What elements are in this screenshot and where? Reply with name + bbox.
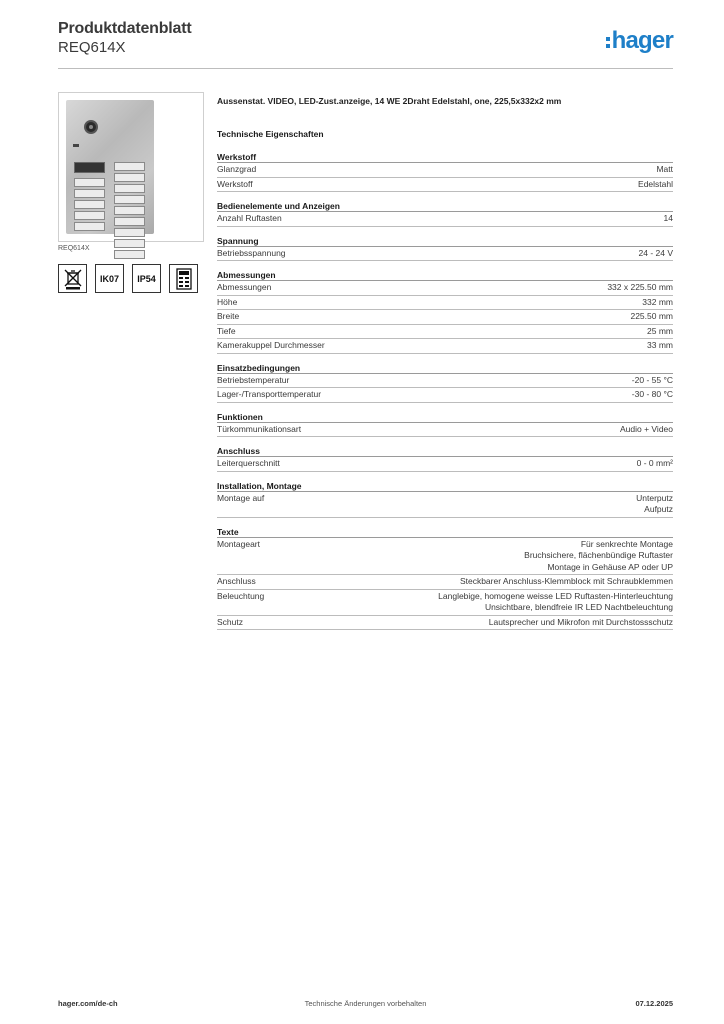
spec-row [217, 575, 673, 590]
call-button [114, 239, 145, 248]
spec-label: Werkstoff [217, 178, 253, 189]
spec-label: Montage auf [217, 492, 265, 503]
spec-section [217, 201, 673, 227]
call-button [114, 228, 145, 237]
spec-row [217, 492, 673, 518]
spec-value-line: 33 mm [647, 340, 673, 350]
section-title: Bedienelemente und Anzeigen [217, 201, 673, 212]
spec-value [642, 297, 673, 309]
spec-label: Leiterquerschnitt [217, 458, 280, 468]
spec-section [217, 412, 673, 438]
spec-label: Anschluss [217, 576, 256, 586]
spec-section [217, 363, 673, 403]
product-description: Aussenstat. VIDEO, LED-Zust.anzeige, 14 WE 2Draht Edelstahl, one, 225,5x332x2 mm [217, 96, 562, 106]
ik-rating-badge: IK07 [95, 264, 124, 293]
spec-value-line: 332 x 225.50 mm [607, 282, 673, 292]
spec-value-line: Unsichtbare, blendfreie IR LED Nachtbeleuchtung [484, 602, 673, 612]
spec-value-line: Montage in Gehäuse AP oder UP [547, 561, 673, 572]
section-title: Spannung [217, 236, 673, 247]
call-button [114, 206, 145, 215]
spec-value [639, 248, 674, 260]
weee-crossed-bin-icon [58, 264, 87, 293]
spec-label: Betriebstemperatur [217, 374, 290, 385]
header-divider [58, 68, 673, 69]
spec-label: Kamerakuppel Durchmesser [217, 340, 325, 350]
spec-value [620, 424, 673, 436]
spec-label: Abmessungen [217, 282, 272, 292]
spec-value-line: -30 - 80 °C [631, 389, 673, 399]
section-title: Abmessungen [217, 270, 673, 281]
spec-value-line: Matt [656, 164, 673, 174]
spec-row [217, 325, 673, 340]
call-button [114, 162, 145, 171]
spec-value-line: Langlebige, homogene weisse LED Ruftasten-Hinterleuchtung [438, 590, 673, 601]
section-title: Werkstoff [217, 152, 673, 163]
call-button [74, 222, 105, 231]
spec-label: Höhe [217, 296, 238, 307]
led-indicator [73, 144, 79, 147]
technical-properties-heading: Technische Eigenschaften [217, 129, 324, 139]
spec-row [217, 163, 673, 178]
call-button [114, 184, 145, 193]
spec-row [217, 388, 673, 403]
spec-label: Breite [217, 311, 240, 321]
door-station-panel [66, 100, 154, 234]
logo-text: hager [611, 27, 673, 54]
call-button [74, 178, 105, 187]
spec-value [656, 164, 673, 176]
spec-row [217, 247, 673, 262]
spec-label: Schutz [217, 616, 243, 627]
spec-value-line: Bruchsichere, flächenbündige Ruftaster [524, 550, 673, 560]
spec-value-line: Steckbarer Anschluss-Klemmblock mit Schraubklemmen [459, 576, 673, 586]
hager-logo [606, 28, 673, 54]
logo-dots-icon [606, 37, 610, 48]
spec-value [637, 458, 673, 470]
spec-value [607, 282, 673, 294]
intercom-panel-icon [169, 264, 198, 293]
spec-value [632, 375, 673, 387]
spec-value-line: Audio + Video [619, 423, 673, 434]
spec-row [217, 212, 673, 227]
call-button [74, 200, 105, 209]
section-title: Einsatzbedingungen [217, 363, 673, 374]
section-title: Funktionen [217, 412, 673, 423]
spec-row [217, 590, 673, 616]
call-button [114, 250, 145, 259]
document-title: Produktdatenblatt [58, 20, 192, 37]
spec-value-line: 225.50 mm [630, 311, 673, 321]
spec-value [438, 591, 673, 614]
camera-icon [84, 120, 98, 134]
call-button [74, 211, 105, 220]
spec-value [524, 539, 673, 574]
spec-row [217, 538, 673, 576]
spec-label: Beleuchtung [217, 590, 265, 601]
spec-value [632, 389, 673, 401]
call-button [114, 217, 145, 226]
product-code-title: REQ614X [58, 39, 126, 56]
spec-row [217, 339, 673, 354]
spec-section [217, 481, 673, 518]
spec-label: Türkommunikationsart [217, 423, 302, 434]
spec-label: Betriebsspannung [217, 247, 286, 258]
spec-label: Tiefe [217, 325, 236, 336]
spec-row [217, 296, 673, 311]
footer-website-link[interactable]: hager.com/de-ch [58, 999, 118, 1008]
spec-value [638, 179, 673, 191]
section-title: Installation, Montage [217, 481, 673, 492]
spec-value-line: Für senkrechte Montage [580, 538, 673, 549]
certification-badges [58, 264, 198, 293]
spec-content [217, 96, 673, 630]
call-button [114, 195, 145, 204]
spec-label: Glanzgrad [217, 164, 257, 174]
spec-value-line: 332 mm [642, 296, 673, 307]
product-image-caption: REQ614X [58, 245, 90, 252]
spec-label: Montageart [217, 538, 260, 549]
spec-label: Lager-/Transporttemperatur [217, 389, 322, 399]
spec-section [217, 446, 673, 472]
call-button [74, 189, 105, 198]
section-title: Texte [217, 527, 673, 538]
spec-row [217, 310, 673, 325]
spec-value [647, 326, 673, 338]
spec-row [217, 281, 673, 296]
spec-value [647, 340, 673, 352]
spec-value-line: Unterputz [636, 492, 673, 503]
spec-value-line: Edelstahl [638, 178, 673, 189]
spec-value [664, 213, 673, 225]
spec-row [217, 374, 673, 389]
spec-value-line: -20 - 55 °C [631, 374, 673, 385]
section-title: Anschluss [217, 446, 673, 457]
spec-value-line: Lautsprecher und Mikrofon mit Durchstossschutz [488, 616, 673, 627]
spec-section [217, 270, 673, 354]
spec-value [630, 311, 673, 323]
spec-section [217, 236, 673, 262]
spec-value [636, 493, 673, 516]
spec-section [217, 527, 673, 631]
footer-notice: Technische Änderungen vorbehalten [304, 999, 427, 1008]
spec-value-line: 25 mm [647, 325, 673, 336]
spec-value-line: 24 - 24 V [638, 247, 673, 258]
spec-section [217, 152, 673, 192]
spec-row [217, 423, 673, 438]
footer-date: 07.12.2025 [635, 999, 673, 1008]
product-image [58, 92, 204, 242]
spec-value-line: 0 - 0 mm² [636, 458, 673, 468]
spec-value [460, 576, 673, 588]
ip-rating-badge: IP54 [132, 264, 161, 293]
spec-value [489, 617, 673, 629]
call-button [114, 173, 145, 182]
spec-row [217, 457, 673, 472]
spec-row [217, 178, 673, 193]
spec-value-line: 14 [663, 213, 673, 223]
page-header [58, 20, 673, 70]
spec-row [217, 616, 673, 631]
spec-value-line: Aufputz [644, 504, 673, 514]
spec-label: Anzahl Ruftasten [217, 213, 282, 223]
status-display [74, 162, 105, 173]
